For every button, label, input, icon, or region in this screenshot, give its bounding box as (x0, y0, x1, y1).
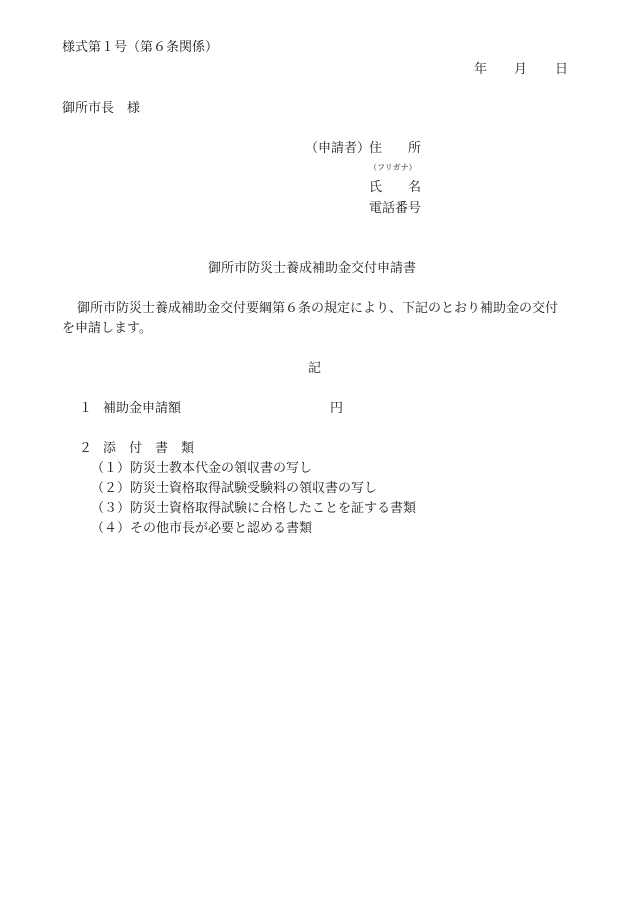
attachment-item: （２）防災士資格取得試験受験料の領収書の写し (91, 481, 378, 496)
applicant-label: （申請者） (305, 141, 371, 156)
form-label: 様式第１号（第６条関係） (62, 40, 219, 55)
date-month: 月 (514, 62, 528, 77)
item2-number: ２ (79, 441, 93, 456)
attachment-item: （３）防災士資格取得試験に合格したことを証する書類 (91, 501, 417, 516)
item1-label: 補助金申請額 (103, 401, 182, 416)
phone-label: 電話番号 (369, 201, 422, 216)
name-label-second: 名 (408, 180, 422, 195)
attachment-item: （４）その他市長が必要と認める書類 (91, 521, 313, 536)
document-title: 御所市防災士養成補助金交付申請書 (208, 261, 417, 276)
body-text-line-2: を申請します。 (62, 321, 152, 336)
date-day: 日 (555, 62, 569, 77)
ki-heading: 記 (308, 361, 322, 376)
name-label-first: 氏 (369, 180, 383, 195)
address-label-second: 所 (408, 141, 422, 156)
item2-label: 添 付 書 類 (103, 441, 195, 456)
item1-number: １ (79, 401, 93, 416)
date-year: 年 (474, 62, 488, 77)
furigana-label: （フリガナ） (369, 163, 417, 172)
attachment-item: （１）防災士教本代金の領収書の写し (91, 461, 313, 476)
addressee: 御所市長 様 (62, 101, 141, 116)
body-text-line-1: 御所市防災士養成補助金交付要綱第６条の規定により、下記のとおり補助金の交付 (77, 301, 559, 316)
address-label-first: 住 (369, 141, 383, 156)
item1-unit: 円 (330, 401, 344, 416)
